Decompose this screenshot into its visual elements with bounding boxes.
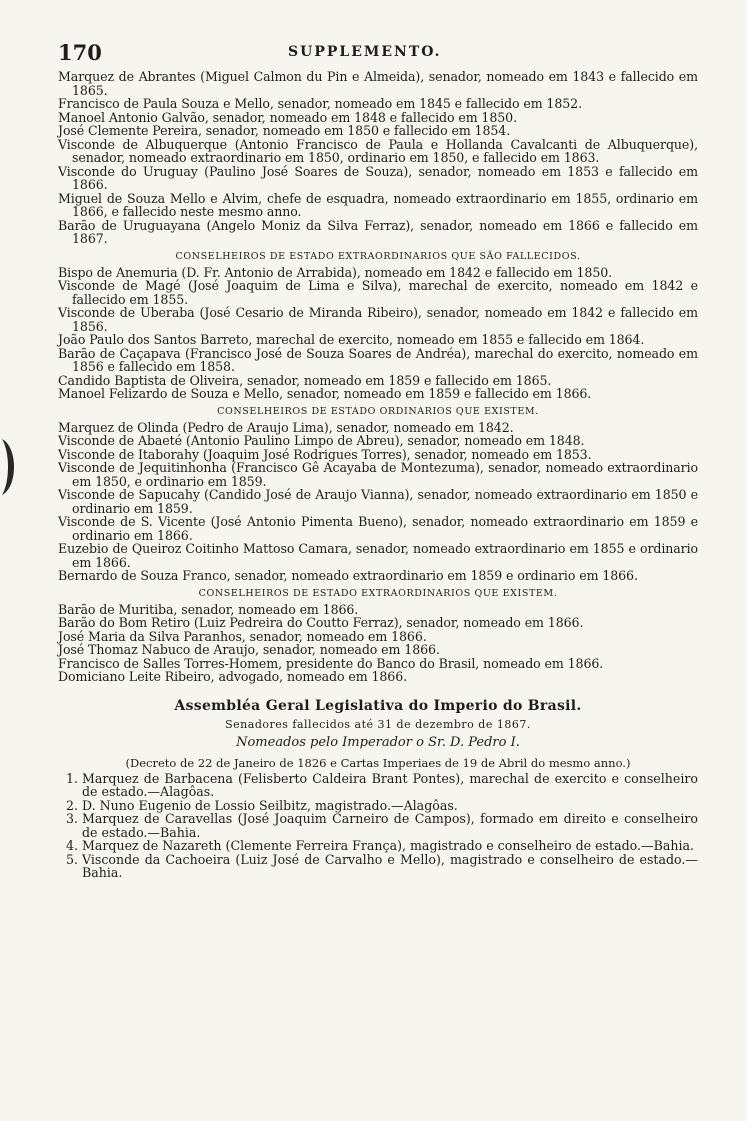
list-item: Bispo de Anemuria (D. Fr. Antonio de Arrabida), nomeado em 1842 e fallecido em 1850. xyxy=(58,264,613,280)
item-text: D. Nuno Eugenio de Lossio Seilbitz, magistrado.—Alagôas. xyxy=(82,797,458,813)
item-number: 4. xyxy=(65,838,78,853)
list-item xyxy=(58,839,698,853)
list-item: Marquez de Olinda (Pedro de Araujo Lima), senador, nomeado em 1842. xyxy=(58,419,514,435)
item-number: 2. xyxy=(65,797,78,813)
section-heading-deceased-counselors: CONSELHEIROS DE ESTADO EXTRAORDINARIOS QUE SÃO FALLECIDOS. xyxy=(175,250,581,262)
list-item: Euzebio de Queiroz Coitinho Mattoso Camara, senador, nomeado extraordinario em 1855 e ordinario em 1866. xyxy=(58,541,698,570)
list-item: Barão de Uruguayana (Angelo Moniz da Silva Ferraz), senador, nomeado em 1866 e fallecido em 1867. xyxy=(58,217,698,246)
list-item: Visconde de Itaborahy (Joaquim José Rodrigues Torres), senador, nomeado em 1853. xyxy=(58,446,592,462)
nominated-heading: Nomeados pelo Imperador o Sr. D. Pedro I. xyxy=(236,734,520,750)
list-item: Francisco de Paula Souza e Mello, senador, nomeado em 1845 e fallecido em 1852. xyxy=(58,96,582,111)
list-item: Manoel Antonio Galvão, senador, nomeado em 1848 e fallecido em 1850. xyxy=(58,109,517,125)
decree-note: (Decreto de 22 de Janeiro de 1826 e Cartas Imperiaes de 19 de Abril do mesmo anno.) xyxy=(125,755,631,770)
list-item xyxy=(58,772,698,799)
list-item: Visconde de Uberaba (José Cesario de Miranda Ribeiro), senador, nomeado em 1842 e fallecido em 1856. xyxy=(58,305,698,334)
section-heading-extraordinary-counselors: CONSELHEIROS DE ESTADO EXTRAORDINARIOS QUE EXISTEM. xyxy=(198,587,558,599)
page-header xyxy=(58,40,698,70)
section-heading-ordinary-counselors: CONSELHEIROS DE ESTADO ORDINARIOS QUE EXISTEM. xyxy=(217,405,539,417)
assembly-title: Assembléa Geral Legislativa do Imperio do Brasil. xyxy=(174,697,582,714)
list-item: Visconde de Jequitinhonha (Francisco Gê Acayaba de Montezuma), senador, nomeado extraordinario em 1850, e ordinario em 1859. xyxy=(58,460,698,489)
ordinary-counselors-list xyxy=(58,421,698,583)
senators-heading: Senadores fallecidos até 31 de dezembro de 1867. xyxy=(225,717,531,731)
assembly-senators-list xyxy=(58,772,698,880)
item-number: 3. xyxy=(65,811,78,826)
list-item: Marquez de Abrantes (Miguel Calmon du Pin e Almeida), senador, nomeado em 1843 e fallecido em 1865. xyxy=(58,69,698,98)
list-item: José Thomaz Nabuco de Araujo, senador, nomeado em 1866. xyxy=(58,642,440,657)
item-number: 5. xyxy=(65,851,78,867)
margin-bracket-mark xyxy=(0,437,22,497)
list-item: Candido Baptista de Oliveira, senador, nomeado em 1859 e fallecido em 1865. xyxy=(58,372,552,388)
list-item: João Paulo dos Santos Barreto, marechal de exercito, nomeado em 1855 e fallecido em 1864. xyxy=(58,332,645,347)
list-item: Manoel Felizardo de Souza e Mello, senador, nomeado em 1859 e fallecido em 1866. xyxy=(58,386,592,401)
list-item: Visconde de Albuquerque (Antonio Francisco de Paula e Hollanda Cavalcanti de Albuquerque), senador, nomeado extraordinario em 1850, ordinario em 1850, e fallecido em 1863. xyxy=(58,136,698,165)
page-number: 170 xyxy=(58,40,102,65)
list-item: Visconde de Magé (José Joaquim de Lima e Silva), marechal de exercito, nomeado em 1842 e fallecido em 1855. xyxy=(58,278,698,307)
list-item: Barão do Bom Retiro (Luiz Pedreira do Coutto Ferraz), senador, nomeado em 1866. xyxy=(58,615,584,630)
item-text: Marquez de Barbacena (Felisberto Caldeira Brant Pontes), marechal de exercito e conselheiro de estado.—Alagôas. xyxy=(82,770,698,799)
item-text: Marquez de Caravellas (José Joaquim Carneiro de Campos), formado em direito e conselheiro de estado.—Bahia. xyxy=(82,811,698,840)
list-item: Barão de Caçapava (Francisco José de Souza Soares de Andréa), marechal do exercito, nomeado em 1856 e fallecido em 1858. xyxy=(58,345,698,374)
deceased-counselors-list xyxy=(58,266,698,401)
list-item xyxy=(58,812,698,839)
list-item: José Maria da Silva Paranhos, senador, nomeado em 1866. xyxy=(58,628,427,644)
running-title: SUPPLEMENTO. xyxy=(288,44,442,60)
list-item: Visconde do Uruguay (Paulino José Soares de Souza), senador, nomeado em 1853 e fallecido em 1866. xyxy=(58,163,698,192)
list-item: Francisco de Salles Torres-Homem, presidente do Banco do Brasil, nomeado em 1866. xyxy=(58,655,604,671)
list-item: Visconde de Abaeté (Antonio Paulino Limpo de Abreu), senador, nomeado em 1848. xyxy=(58,433,585,448)
page xyxy=(58,40,698,882)
extraordinary-counselors-list xyxy=(58,603,698,684)
deceased-senators-list xyxy=(58,70,698,246)
list-item: Domiciano Leite Ribeiro, advogado, nomeado em 1866. xyxy=(58,669,408,684)
list-item: Bernardo de Souza Franco, senador, nomeado extraordinario em 1859 e ordinario em 1866. xyxy=(58,568,638,583)
list-item: Visconde de Sapucahy (Candido José de Araujo Vianna), senador, nomeado extraordinario em 1850 e ordinario em 1859. xyxy=(58,487,698,516)
list-item: Miguel de Souza Mello e Alvim, chefe de esquadra, nomeado extraordinario em 1855, ordinario em 1866, e fallecido neste mesmo anno. xyxy=(58,190,698,219)
item-number: 1. xyxy=(65,770,78,786)
list-item xyxy=(58,799,698,813)
item-text: Marquez de Nazareth (Clemente Ferreira França), magistrado e conselheiro de estado.—Bahia. xyxy=(82,838,695,853)
item-text: Visconde da Cachoeira (Luiz José de Carvalho e Mello), magistrado e conselheiro de estado.—Bahia. xyxy=(82,851,698,880)
list-item: Visconde de S. Vicente (José Antonio Pimenta Bueno), senador, nomeado extraordinario em 1859 e ordinario em 1866. xyxy=(58,514,698,543)
list-item xyxy=(58,853,698,880)
list-item: José Clemente Pereira, senador, nomeado em 1850 e fallecido em 1854. xyxy=(58,123,511,138)
list-item: Barão de Muritiba, senador, nomeado em 1866. xyxy=(58,601,359,617)
